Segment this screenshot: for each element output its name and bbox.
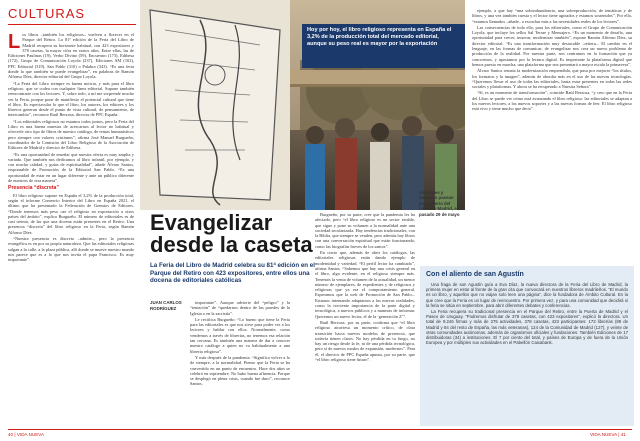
body-paragraph: Burgueño, por su parte, cree que la pandemia les ha afectado, pero “el libro religioso es un sector estable, que sigue y pone su volumen a la normalidad ante una sociedad secularizada. Hay tendencias tradicionales, con la Biblia, que siempre se venden, pero además hay libros con una conversación espiritual que están funcionando, como las biografías breves de los santos”. (315, 212, 415, 249)
body-paragraph: ejemplo, a que hay “una sobreabundancia, una sobreproducción, de temáticas y de libros, y una vez también cuesta y el lector tiene agotados y estamos sostenidos”. Por ello, “estamos llamados –añade– a escuchar más a las necesidades reales de los lectores”. (472, 8, 632, 24)
body-paragraph: importante”. Aunque advierte del “peligro” y la “tentación” de “quedarnos dentro de las paredes de la Iglesia o en la sacristía”. (190, 300, 290, 316)
body-paragraph: El libro religioso supone en España el 3,2% de la producción total, según el informe Comercio Interior del Libro en España 2021, el último que ha presentado la Federación de Gremios de Editores. “Donde tenemos más peso cae el religioso en exportación a otros países del ámbito”, explica Burgueño. El número de editoriales es de casi treinta, de las que una docena están presentes en el Retiro. Una presencia “discreta” del libro religioso en la Feria, según Ramón Alfonso Díez. (8, 192, 134, 235)
body-column-2 (190, 300, 290, 428)
subheading: Presencia “discreta” (8, 185, 60, 192)
sidebar-body (426, 282, 628, 346)
standfirst: La Feria del Libro de Madrid celebra su 81ª edición en el Parque del Retiro con 423 expositores, entre ellos una docena de editoriales católicas (150, 262, 315, 285)
body-paragraph: “Los editoriales religiosos no estamos todos juntos, pero la Feria del Libro es una buena muestra de acercarnos al lector no habitual y ofrecerle otro tipo de libros de nuestro catálogo, de temas humanísticos pero siempre con valores cristianos”, afirma José Manuel Burgueño, coordinador de la Comisión del Libro Religioso de la Asociación de Editores de Madrid y director de Edibesa. (8, 118, 134, 151)
byline-surname: RODRÍGUEZ (150, 305, 177, 311)
sidebar-title: Con el aliento de san Agustín (426, 271, 524, 278)
photo-caption: Visitantes y curiosos pasean por la Feria del Libro de Madrid, el pasado 29 de mayo (419, 190, 460, 217)
body-column-1 (8, 32, 134, 430)
body-paragraph: Y más después de la pandemia. “Significa volver a lo de siempre, a la normalidad. Pienso que la Feria se ha convertido en un punto de encuentro. Hace dos años se celebró en septiembre. No hubo buena afluencia. Porque se desplegó en plena crisis, cuando fue duro”, reconoce Santos. (190, 354, 290, 387)
sidebar-box (420, 266, 634, 426)
headline-line-2: desde la caseta (150, 232, 313, 257)
footer-rule (8, 429, 632, 430)
body-paragraph: Álvaro Santos remata la modernización emprendida, que pasa por mejorar “los títulos, los formatos y la imagen”, además de abordar más en el uso de las nuevas tecnologías. “Queremos llevar el uso de todas las editoriales, hasta estar presentes en todas las redes sociales y plataformas. Y ahora se ha recuperado a Nuestra Señora”. (472, 68, 632, 90)
byline-name: JUAN CARLOS (150, 300, 182, 305)
headline (150, 212, 320, 256)
body-paragraph: “Nuestra presencia es discreta –admite–, pero la presencia evangélica es en por su propia naturaleza. Que las editoriales religiosas salgan a la calle, a la plaza pública, allí donde se mueve nuestro mundo nos parece que es a lo que nos invita el papa Francisco. Es muy importante”. (8, 235, 134, 263)
headline-line-1: Evangelizar (150, 210, 273, 235)
body-paragraph: Raúl Berzosa, por su parte, confirma que “el libro religioso atraviesa un momento crítico, de clara transición hacia nuevos modelos de presencia, que todavía tienen claros. No hay pérdida en tu fuego, no hay un riesgo desde la fe, ni de una pérdida tecnológica, pero sí de nuevos modos de expansión, modernos”. Para él, el director de PPC España apunta, por su parte, que “el libro religioso tiene futuro”. (315, 319, 415, 363)
sidebar-paragraph: La Feria recupera su tradicional presencia en el Parque del Retiro, entre la Puerta de Madrid y el Paseo de Uruguay. “Podremos disfrutar de 378 casetas, con 423 expositores”, explicó la directora. Un total de 9.246 firmas y más de 275 actividades, 378 casetas, 423 participantes: 173 librerías (89 de Madrid y 84 del resto de España, las más veteranas), 124 de la Comunidad de Madrid (127), y veinte de otras comunidades autónomas, además de organismos oficiales y fundaciones. También Ediciones de 17 distribuidoras (34) a instituciones. El 7 por ciento del total, y países de Europa y de fuera de la Unión Europea y por múltiples sus actividades en el Pabellón Caixabank. (426, 309, 628, 346)
body-paragraph: os libros –también los religiosos– vuelven a florecer en el Parque del Retiro. La 81ª edición de la Feria del Libro de Madrid recupera su horizonte habitual, con 423 expositores y 378 casetas, la mayor cifra en varios años. Entre ellas, las de Ediciones Paulinas (19), Verbo Divino (59), Encuentro (173), Edibesa (172), Grupo de Comunicación Loyola (237), Ediciones SM (102), PPC Editorial (319), San Pablo (310) o Palabra (343). “Es una feria donde la que también se puede evangelizar”, en palabras de Ramón Alfonso Díez, director editorial del Grupo Loyola. (8, 32, 134, 80)
body-column-4 (472, 8, 632, 264)
body-paragraph: Las consecuencias de todo ello, para los editoriales, como el Grupo de Comunicación Loyola, que incluye los sellos Sal Terrae y Mensajero. “Es un momento de desafío, una oportunidad para crecer, innovar, modernizar también”, expone Ramón Alfonso Díez, su director editorial. “Es una transformación muy destacable –reitera–. El cambio en el lenguaje, en las formas de comunicar, de evangelizar nos crea un nuevo problema de producción de la realidad. Por nuestra parte, nos centramos en la formación que ya conocemos, y apostamos por la lectura digital. Es importante la plataforma digital que hemos puesto en marcha, una plataforma que nos presentará a mayor escala la primavera”. (472, 24, 632, 67)
folio-right: VIDA NUEVA | 41 (590, 432, 626, 437)
sidebar-paragraph: Una fraga de san Agustín guía a Eva Díaz, la nueva directora de la Feria del Libro de Madrid, la primera mujer en estar al frente de la gran cita que convocará en nuestros libreros madrileños. “El mundo es un libro, y aquellos que no viajan solo leen una página”, dice la fundadora de Ámbito Cultural. En la que cree que la Feria es un lugar de reencuentro. Por primera vez, y para una comunidad que decidirá si la feria se sitúa en septiembre, para abrir diferentes debates y conferencias. (426, 282, 628, 308)
folio-left: 40 | VIDA NUEVA (8, 432, 45, 437)
body-paragraph: “La Feria del Libro siempre es buena noticia, y más para el libro religioso, que se codea con cualquier línea editorial. Supone también reencontrarte con los lectores. Y, sobre todo, a mí me sorprende mucho ver la Feria, porque pone de manifiesto el potencial cultural que tiene el libro. Es espectacular lo que el libro, los autores, los editores y los libreros generan desde el punto de vista cultural, de pensamiento, de intercambio”, reconoce Raúl Berzosa, director de PPC España. (8, 80, 134, 118)
callout-box: Hoy por hoy, el libro religioso representa en España el 3,2% de la producción total del mercado editorial, aunque su peso real es mayor por la exportación (302, 24, 465, 68)
body-paragraph: “Es una oportunidad de enseñar que nuestra oferta es muy amplia y variada. Que también nos dedicamos al libro infantil, por ejemplo, y con mucha calidad, y guías de espiritualidad”, añade Álvaro Santos, responsable de Promoción de la Editorial San Pablo. “Es una oportunidad de estar en un lugar diferente y ante un público diferente de nuestros de otra manera”. (8, 151, 134, 184)
drop-cap: L (8, 32, 21, 53)
byline (150, 300, 182, 311)
section-rule (8, 24, 136, 25)
body-paragraph: “Sí, es un momento de transformación”, coincide Raúl Berzosa, “y creo que en la Feria del Libro se puede ver cómo está avanzando el libro religioso: las editoriales se adaptan a los nuevos lectores, a los nuevos soportes y a las nuevas formas de leer. El libro religioso está vivo y tiene mucho que decir”. (472, 90, 632, 112)
body-paragraph: Le rectifica Burgueño: “Lo bueno que tiene la Feria para las editoriales es que nos sirve para poder ver a los lectores y hablar con ellos. Normalmente, como vendemos a través de librerías, no tenemos esa relación tan cercana. Es también una manera de dar a conocer nuestro catálogo a quien no va habitualmente a una librería religiosa”. (190, 316, 290, 354)
section-label: CULTURAS (8, 6, 86, 21)
body-paragraph: En cierto que, además de abrir los catálogos, las editoriales religiosas están dando ejemplo de modernidad y variedad. “El perfil lector ha cambiado”, afirma Santos. “Sabemos que hay una crisis general en el libro, algo evidente, en el religioso siempre más. Tenemos la venta de volumen de la actualidad, un menor número de ejemplares, de expedientes y de religiosos y religiosas que ya era el comportamiento general. Esperamos que la web de Promoción de San Pablo–. Estamos intentando adaptarnos a las nuevas realidades, como la creciente importancia de la parte digital y tecnológica, a nuevos públicos y a maneras de informar. Queremos un nuevo lector, el de la ‘generación Z’”. (315, 250, 415, 319)
body-column-3 (315, 212, 415, 428)
